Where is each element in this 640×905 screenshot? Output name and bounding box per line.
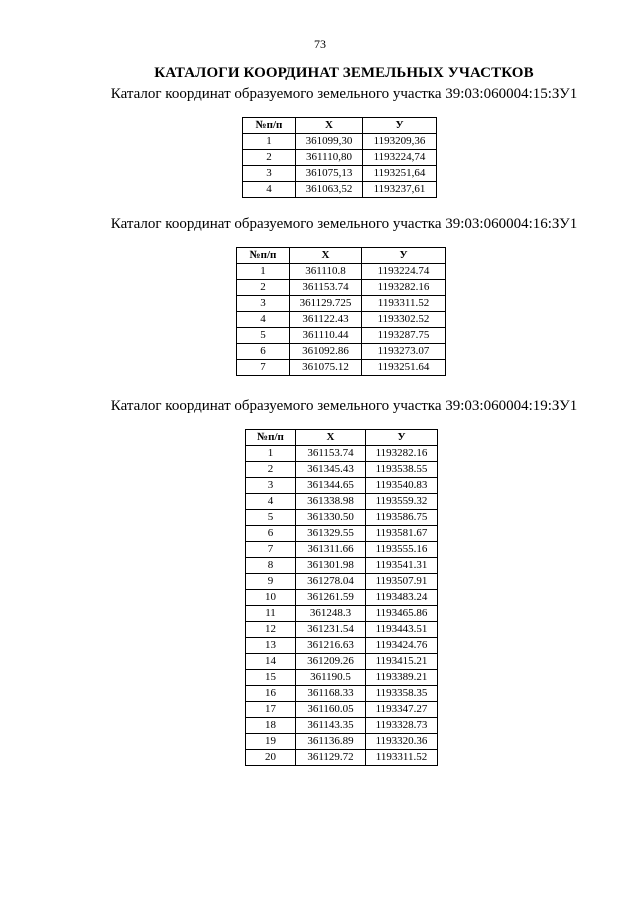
point-number-cell: 8	[246, 558, 296, 574]
x-coordinate-cell: 361153.74	[296, 446, 366, 462]
point-number-cell: 6	[246, 526, 296, 542]
coordinates-table-2	[236, 247, 446, 376]
x-coordinate-cell: 361330.50	[296, 510, 366, 526]
page-title: КАТАЛОГИ КООРДИНАТ ЗЕМЕЛЬНЫХ УЧАСТКОВ	[154, 65, 534, 81]
y-coordinate-cell: 1193358.35	[366, 686, 438, 702]
x-coordinate-cell: 361301.98	[296, 558, 366, 574]
point-number-cell: 17	[246, 702, 296, 718]
x-coordinate-cell: 361110,80	[296, 150, 363, 166]
point-number-cell: 19	[246, 734, 296, 750]
header-y: У	[366, 430, 438, 446]
table-row	[246, 590, 438, 606]
x-coordinate-cell: 361092.86	[290, 344, 362, 360]
table-row	[243, 166, 437, 182]
point-number-cell: 12	[246, 622, 296, 638]
point-number-cell: 4	[237, 312, 290, 328]
x-coordinate-cell: 361110.8	[290, 264, 362, 280]
point-number-cell: 16	[246, 686, 296, 702]
x-coordinate-cell: 361216.63	[296, 638, 366, 654]
x-coordinate-cell: 361129.725	[290, 296, 362, 312]
table-row	[237, 280, 446, 296]
header-x: X	[296, 430, 366, 446]
table-row	[246, 622, 438, 638]
x-coordinate-cell: 361209.26	[296, 654, 366, 670]
table-row	[237, 344, 446, 360]
point-number-cell: 18	[246, 718, 296, 734]
y-coordinate-cell: 1193507.91	[366, 574, 438, 590]
catalog-caption-2: Каталог координат образуемого земельного участка 39:03:060004:16:ЗУ1	[110, 216, 578, 232]
point-number-cell: 3	[243, 166, 296, 182]
point-number-cell: 11	[246, 606, 296, 622]
x-coordinate-cell: 361110.44	[290, 328, 362, 344]
table-row	[246, 494, 438, 510]
x-coordinate-cell: 361190.5	[296, 670, 366, 686]
table-row	[246, 478, 438, 494]
y-coordinate-cell: 1193282.16	[362, 280, 446, 296]
table-row	[246, 462, 438, 478]
y-coordinate-cell: 1193415.21	[366, 654, 438, 670]
table-row	[243, 134, 437, 150]
y-coordinate-cell: 1193538.55	[366, 462, 438, 478]
point-number-cell: 20	[246, 750, 296, 766]
point-number-cell: 4	[246, 494, 296, 510]
table-row	[246, 606, 438, 622]
point-number-cell: 7	[237, 360, 290, 376]
point-number-cell: 6	[237, 344, 290, 360]
table-header-row	[246, 430, 438, 446]
x-coordinate-cell: 361099,30	[296, 134, 363, 150]
table-row	[237, 296, 446, 312]
table-row	[246, 510, 438, 526]
y-coordinate-cell: 1193311.52	[362, 296, 446, 312]
y-coordinate-cell: 1193483.24	[366, 590, 438, 606]
y-coordinate-cell: 1193559.32	[366, 494, 438, 510]
x-coordinate-cell: 361248.3	[296, 606, 366, 622]
y-coordinate-cell: 1193586.75	[366, 510, 438, 526]
table-row	[246, 638, 438, 654]
x-coordinate-cell: 361344.65	[296, 478, 366, 494]
table-row	[246, 558, 438, 574]
y-coordinate-cell: 1193443.51	[366, 622, 438, 638]
table-row	[237, 360, 446, 376]
point-number-cell: 15	[246, 670, 296, 686]
x-coordinate-cell: 361168.33	[296, 686, 366, 702]
table-row	[237, 328, 446, 344]
x-coordinate-cell: 361075.12	[290, 360, 362, 376]
table-header-row	[243, 118, 437, 134]
x-coordinate-cell: 361122.43	[290, 312, 362, 328]
x-coordinate-cell: 361143.35	[296, 718, 366, 734]
header-number: №п/п	[246, 430, 296, 446]
point-number-cell: 10	[246, 590, 296, 606]
catalog-caption-3: Каталог координат образуемого земельного участка 39:03:060004:19:ЗУ1	[110, 398, 578, 414]
header-x: X	[296, 118, 363, 134]
x-coordinate-cell: 361153.74	[290, 280, 362, 296]
y-coordinate-cell: 1193251,64	[363, 166, 437, 182]
y-coordinate-cell: 1193320.36	[366, 734, 438, 750]
header-x: X	[290, 248, 362, 264]
y-coordinate-cell: 1193282.16	[366, 446, 438, 462]
x-coordinate-cell: 361160.05	[296, 702, 366, 718]
point-number-cell: 9	[246, 574, 296, 590]
x-coordinate-cell: 361075,13	[296, 166, 363, 182]
table-row	[246, 734, 438, 750]
point-number-cell: 4	[243, 182, 296, 198]
x-coordinate-cell: 361278.04	[296, 574, 366, 590]
header-y: У	[363, 118, 437, 134]
table-row	[246, 686, 438, 702]
y-coordinate-cell: 1193347.27	[366, 702, 438, 718]
y-coordinate-cell: 1193251.64	[362, 360, 446, 376]
table-row	[246, 670, 438, 686]
table-row	[237, 312, 446, 328]
point-number-cell: 2	[246, 462, 296, 478]
y-coordinate-cell: 1193237,61	[363, 182, 437, 198]
x-coordinate-cell: 361231.54	[296, 622, 366, 638]
catalog-caption-1: Каталог координат образуемого земельного участка 39:03:060004:15:ЗУ1	[110, 86, 578, 102]
point-number-cell: 7	[246, 542, 296, 558]
table-row	[246, 574, 438, 590]
table-row	[246, 526, 438, 542]
y-coordinate-cell: 1193424.76	[366, 638, 438, 654]
y-coordinate-cell: 1193311.52	[366, 750, 438, 766]
page-number: 73	[314, 37, 326, 51]
table-row	[237, 264, 446, 280]
y-coordinate-cell: 1193224.74	[362, 264, 446, 280]
header-y: У	[362, 248, 446, 264]
y-coordinate-cell: 1193287.75	[362, 328, 446, 344]
table-row	[246, 446, 438, 462]
header-number: №п/п	[237, 248, 290, 264]
y-coordinate-cell: 1193328.73	[366, 718, 438, 734]
point-number-cell: 1	[237, 264, 290, 280]
y-coordinate-cell: 1193389.21	[366, 670, 438, 686]
y-coordinate-cell: 1193302.52	[362, 312, 446, 328]
table-row	[243, 150, 437, 166]
table-row	[246, 750, 438, 766]
point-number-cell: 3	[246, 478, 296, 494]
point-number-cell: 2	[243, 150, 296, 166]
y-coordinate-cell: 1193465.86	[366, 606, 438, 622]
y-coordinate-cell: 1193540.83	[366, 478, 438, 494]
point-number-cell: 5	[246, 510, 296, 526]
x-coordinate-cell: 361136.89	[296, 734, 366, 750]
table-row	[243, 182, 437, 198]
point-number-cell: 5	[237, 328, 290, 344]
y-coordinate-cell: 1193555.16	[366, 542, 438, 558]
header-number: №п/п	[243, 118, 296, 134]
x-coordinate-cell: 361063,52	[296, 182, 363, 198]
x-coordinate-cell: 361129.72	[296, 750, 366, 766]
table-row	[246, 542, 438, 558]
table-row	[246, 654, 438, 670]
y-coordinate-cell: 1193541.31	[366, 558, 438, 574]
point-number-cell: 2	[237, 280, 290, 296]
x-coordinate-cell: 361345.43	[296, 462, 366, 478]
y-coordinate-cell: 1193273.07	[362, 344, 446, 360]
x-coordinate-cell: 361338.98	[296, 494, 366, 510]
y-coordinate-cell: 1193581.67	[366, 526, 438, 542]
x-coordinate-cell: 361311.66	[296, 542, 366, 558]
x-coordinate-cell: 361329.55	[296, 526, 366, 542]
table-header-row	[237, 248, 446, 264]
point-number-cell: 14	[246, 654, 296, 670]
point-number-cell: 1	[243, 134, 296, 150]
y-coordinate-cell: 1193224,74	[363, 150, 437, 166]
table-row	[246, 702, 438, 718]
coordinates-table-1	[242, 117, 437, 198]
x-coordinate-cell: 361261.59	[296, 590, 366, 606]
point-number-cell: 3	[237, 296, 290, 312]
point-number-cell: 1	[246, 446, 296, 462]
table-row	[246, 718, 438, 734]
y-coordinate-cell: 1193209,36	[363, 134, 437, 150]
coordinates-table-3	[245, 429, 438, 766]
point-number-cell: 13	[246, 638, 296, 654]
